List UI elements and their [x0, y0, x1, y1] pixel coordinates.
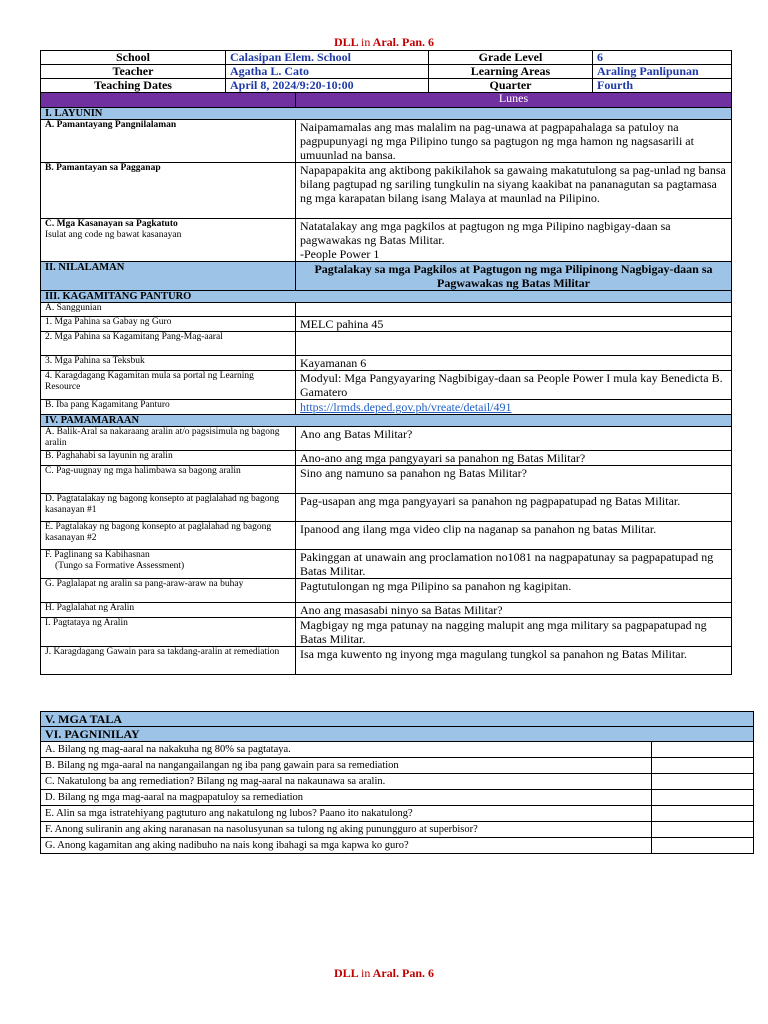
- pamamaraan-label: H. Paglalahat ng Aralin: [41, 603, 296, 618]
- pamamaraan-label: E. Pagtalakay ng bagong konsepto at paglalahad ng bagong kasanayan #2: [41, 522, 296, 550]
- section-tala: V. MGA TALA: [41, 712, 754, 727]
- pagninilay-answer-cell: [652, 806, 754, 822]
- pamamaraan-value: Ano ang Batas Militar?: [296, 427, 732, 451]
- pagninilay-item: G. Anong kagamitan ang aking nadibuho na nais kong ibahagi sa mga kapwa ko guro?: [41, 838, 652, 854]
- pamamaraan-label: D. Pagtatalakay ng bagong konsepto at paglalahad ng bagong kasanayan #1: [41, 494, 296, 522]
- kagamitan-value: MELC pahina 45: [296, 317, 732, 332]
- pamamaraan-value: Pakinggan at unawain ang proclamation no1081 na nagpapatunay sa pagpapatupad ng Batas Militar.: [296, 550, 732, 579]
- pagninilay-answer-cell: [652, 790, 754, 806]
- kagamitan-link-cell: [296, 400, 732, 415]
- layunin-a-value: Naipamamalas ang mas malalim na pag-unawa at pagpapahalaga sa patuloy na pagpupunyagi ng mga Pilipino tungo sa pagtugon ng mga hamon ng nagsasarili at umuunlad na bansa.: [296, 120, 732, 163]
- pamamaraan-label: I. Pagtataya ng Aralin: [41, 618, 296, 647]
- teacher-value: Agatha L. Cato: [226, 65, 429, 79]
- pamamaraan-label: A. Balik-Aral sa nakaraang aralin at/o pagsisimula ng bagong aralin: [41, 427, 296, 451]
- school-label: School: [41, 51, 226, 65]
- header-in: in: [360, 35, 371, 49]
- kagamitan-label: 2. Mga Pahina sa Kagamitang Pang-Mag-aaral: [41, 332, 296, 356]
- areas-value: Araling Panlipunan: [593, 65, 732, 79]
- section-layunin: I. LAYUNIN: [41, 108, 732, 120]
- pamamaraan-label: B. Paghahabi sa layunin ng aralin: [41, 451, 296, 466]
- kagamitan-label: 4. Karagdagang Kagamitan mula sa portal ng Learning Resource: [41, 371, 296, 400]
- kagamitan-label: B. Iba pang Kagamitang Panturo: [41, 400, 296, 415]
- reflection-table: [40, 711, 754, 854]
- footer-subject: Aral. Pan. 6: [372, 966, 435, 980]
- lesson-plan-table: [40, 92, 732, 675]
- pagninilay-answer-cell: [652, 822, 754, 838]
- pamamaraan-value: Isa mga kuwento ng inyong mga magulang tungkol sa panahon ng Batas Militar.: [296, 647, 732, 675]
- nilalaman-value: Pagtalakay sa mga Pagkilos at Pagtugon ng mga Pilipinong Nagbigay-daan sa Pagwawakas ng Batas Militar: [296, 262, 732, 291]
- dates-label: Teaching Dates: [41, 79, 226, 93]
- section-kagamitan: III. KAGAMITANG PANTURO: [41, 291, 732, 303]
- pamamaraan-label: J. Karagdagang Gawain para sa takdang-aralin at remediation: [41, 647, 296, 675]
- pagninilay-answer-cell: [652, 774, 754, 790]
- pagninilay-answer-cell: [652, 758, 754, 774]
- pamamaraan-label: F. Paglinang sa Kabihasnan: [45, 550, 150, 560]
- layunin-c-sub: Isulat ang code ng bawat kasanayan: [45, 230, 182, 240]
- pamamaraan-label: G. Paglalapat ng aralin sa pang-araw-araw na buhay: [41, 579, 296, 603]
- layunin-a-label: A. Pamantayang Pangnilalaman: [41, 120, 296, 163]
- pagninilay-item: C. Nakatulong ba ang remediation? Bilang ng mag-aaral na nakaunawa sa aralin.: [41, 774, 652, 790]
- pamamaraan-value: Sino ang namuno sa panahon ng Batas Militar?: [296, 466, 732, 494]
- section-pamamaraan: IV. PAMAMARAAN: [41, 415, 732, 427]
- dates-value: April 8, 2024/9:20-10:00: [226, 79, 429, 93]
- pagninilay-item: D. Bilang ng mga mag-aaral na magpapatuloy sa remediation: [41, 790, 652, 806]
- footer-in: in: [360, 966, 371, 980]
- layunin-b-value: Napapapakita ang aktibong pakikilahok sa gawaing makatutulong sa pag-unlad ng bansa bilang pagtupad ng sariling tungkulin na siyang kaakibat na pananagutan sa pagtamasa ng mga karapatan bilang isang Malaya at maunlad na Pilipino.: [296, 163, 732, 219]
- section-pagninilay: VI. PAGNINILAY: [41, 727, 754, 742]
- day-header-left: [41, 93, 296, 108]
- pamamaraan-value: Pag-usapan ang mga pangyayari sa panahon ng pagpapatupad ng Batas Militar.: [296, 494, 732, 522]
- quarter-value: Fourth: [593, 79, 732, 93]
- resource-link[interactable]: https://lrmds.deped.gov.ph/vreate/detail/491: [300, 400, 512, 414]
- quarter-label: Quarter: [429, 79, 593, 93]
- layunin-b-label: B. Pamantayan sa Pagganap: [41, 163, 296, 219]
- layunin-c-cell: [41, 219, 296, 262]
- info-table: [40, 50, 732, 93]
- pagninilay-answer-cell: [652, 838, 754, 854]
- kagamitan-value: Kayamanan 6: [296, 356, 732, 371]
- pamamaraan-value: Ipanood ang ilang mga video clip na naganap sa panahon ng batas Militar.: [296, 522, 732, 550]
- kagamitan-value: Modyul: Mga Pangyayaring Nagbibigay-daan sa People Power I mula kay Benedicta B. Gamatero: [296, 371, 732, 400]
- pamamaraan-value: Ano ang masasabi ninyo sa Batas Militar?: [296, 603, 732, 618]
- kagamitan-label: 1. Mga Pahina sa Gabay ng Guro: [41, 317, 296, 332]
- teacher-label: Teacher: [41, 65, 226, 79]
- grade-value: 6: [593, 51, 732, 65]
- footer-title: [0, 966, 768, 981]
- pamamaraan-label: C. Pag-uugnay ng mga halimbawa sa bagong aralin: [41, 466, 296, 494]
- areas-label: Learning Areas: [429, 65, 593, 79]
- section-nilalaman: II. NILALAMAN: [41, 262, 296, 291]
- kagamitan-label: A. Sanggunian: [41, 303, 296, 317]
- kagamitan-value: [296, 332, 732, 356]
- grade-label: Grade Level: [429, 51, 593, 65]
- layunin-c-value: Natatalakay ang mga pagkilos at pagtugon ng mga Pilipino nagbigay-daan sa pagwawakas ng Batas Militar.: [300, 219, 671, 247]
- pagninilay-answer-cell: [652, 742, 754, 758]
- school-value: Calasipan Elem. School: [226, 51, 429, 65]
- layunin-c-value2: -People Power 1: [300, 247, 380, 261]
- pamamaraan-value: Magbigay ng mga patunay na nagging malupit ang mga military sa pagpapatupad ng Batas Militar.: [296, 618, 732, 647]
- pamamaraan-label-sub: (Tungo sa Formative Assessment): [55, 561, 185, 571]
- pamamaraan-value: Pagtutulongan ng mga Pilipino sa panahon ng kagipitan.: [296, 579, 732, 603]
- pagninilay-item: E. Alin sa mga istratehiyang pagtuturo ang nakatulong ng lubos? Paano ito nakatulong?: [41, 806, 652, 822]
- pamamaraan-value: Ano-ano ang mga pangyayari sa panahon ng Batas Militar?: [296, 451, 732, 466]
- pagninilay-item: A. Bilang ng mag-aaral na nakakuha ng 80% sa pagtataya.: [41, 742, 652, 758]
- footer-dll: DLL: [333, 966, 358, 980]
- header-dll: DLL: [333, 35, 358, 49]
- pagninilay-item: F. Anong suliranin ang aking naranasan na nasolusyunan sa tulong ng aking punungguro at superbisor?: [41, 822, 652, 838]
- header-subject: Aral. Pan. 6: [372, 35, 435, 49]
- kagamitan-label: 3. Mga Pahina sa Teksbuk: [41, 356, 296, 371]
- header-title: [0, 35, 768, 50]
- pamamaraan-f-cell: [41, 550, 296, 579]
- kagamitan-value: [296, 303, 732, 317]
- layunin-c-cell-value: [296, 219, 732, 262]
- pagninilay-item: B. Bilang ng mga-aaral na nangangailangan ng iba pang gawain para sa remediation: [41, 758, 652, 774]
- layunin-c-label: C. Mga Kasanayan sa Pagkatuto: [45, 219, 178, 229]
- day-header: Lunes: [296, 93, 732, 108]
